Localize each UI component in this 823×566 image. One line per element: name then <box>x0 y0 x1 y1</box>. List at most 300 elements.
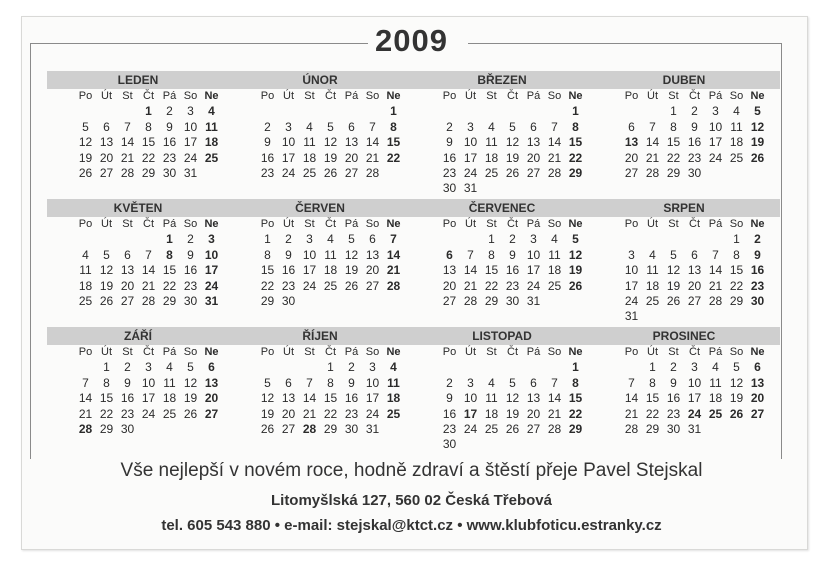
day-number: 13 <box>120 263 135 278</box>
day-number: 29 <box>162 294 177 309</box>
day-number: 12 <box>505 135 520 150</box>
weekday-label: Čt <box>143 346 154 358</box>
day-number: 27 <box>120 294 135 309</box>
month-name: BŘEZEN <box>477 73 527 87</box>
day-number: 19 <box>666 278 681 293</box>
day-number: 8 <box>670 119 677 134</box>
month-4 <box>593 71 775 181</box>
weekday-header <box>75 217 229 232</box>
day-number: 14 <box>547 391 562 406</box>
day-number: 2 <box>670 360 677 375</box>
day-number: 3 <box>369 360 376 375</box>
empty-cell <box>481 360 502 375</box>
month-7 <box>411 199 593 309</box>
weekday-label: Út <box>647 218 658 230</box>
weekday-label: St <box>486 218 497 230</box>
month-name: ZÁŘÍ <box>124 329 152 343</box>
day-number: 17 <box>204 263 219 278</box>
day-number: 8 <box>166 247 173 262</box>
day-number: 12 <box>183 375 198 390</box>
day-number: 24 <box>463 166 478 181</box>
day-number: 8 <box>649 375 656 390</box>
day-number: 10 <box>302 247 317 262</box>
day-number: 7 <box>467 247 474 262</box>
weekday-label: Čt <box>143 90 154 102</box>
day-number: 22 <box>323 406 338 421</box>
weekday-label: Ne <box>386 90 401 102</box>
day-number: 7 <box>390 232 397 247</box>
day-number: 5 <box>348 232 355 247</box>
day-number: 2 <box>264 119 271 134</box>
day-number: 27 <box>281 422 296 437</box>
day-number: 24 <box>526 278 541 293</box>
month-5 <box>47 199 229 309</box>
day-number: 7 <box>649 119 656 134</box>
day-number: 31 <box>365 422 380 437</box>
day-number: 4 <box>712 360 719 375</box>
day-number: 28 <box>547 166 562 181</box>
weekday-label: Ne <box>386 346 401 358</box>
day-number: 4 <box>649 247 656 262</box>
day-number: 21 <box>708 278 723 293</box>
day-number: 30 <box>750 294 765 309</box>
day-number: 20 <box>624 150 639 165</box>
day-number: 24 <box>463 422 478 437</box>
day-number: 25 <box>484 422 499 437</box>
day-number: 29 <box>729 294 744 309</box>
day-number: 6 <box>103 119 110 134</box>
day-number: 5 <box>509 119 516 134</box>
day-number: 13 <box>442 263 457 278</box>
month-11 <box>411 327 593 453</box>
empty-cell <box>621 360 642 375</box>
day-number: 27 <box>99 166 114 181</box>
day-number: 20 <box>750 391 765 406</box>
weekday-label: Po <box>260 346 275 358</box>
days-grid <box>75 360 229 437</box>
day-number: 23 <box>260 166 275 181</box>
day-number: 30 <box>687 166 702 181</box>
day-number: 26 <box>666 294 681 309</box>
weekday-label: Út <box>283 346 294 358</box>
day-number: 22 <box>260 278 275 293</box>
empty-cell <box>96 232 117 247</box>
day-number: 5 <box>670 247 677 262</box>
day-number: 12 <box>505 391 520 406</box>
day-number: 25 <box>204 150 219 165</box>
day-number: 6 <box>754 360 761 375</box>
day-number: 4 <box>551 232 558 247</box>
day-number: 15 <box>645 391 660 406</box>
day-number: 22 <box>666 150 681 165</box>
day-number: 18 <box>645 278 660 293</box>
day-number: 18 <box>323 263 338 278</box>
day-number: 31 <box>624 309 639 324</box>
day-number: 1 <box>572 104 579 119</box>
day-number: 17 <box>708 135 723 150</box>
day-number: 9 <box>348 375 355 390</box>
day-number: 14 <box>463 263 478 278</box>
day-number: 10 <box>463 391 478 406</box>
day-number: 16 <box>120 391 135 406</box>
weekday-label: Čt <box>689 346 700 358</box>
day-number: 5 <box>733 360 740 375</box>
weekday-label: Út <box>283 218 294 230</box>
empty-cell <box>439 360 460 375</box>
day-number: 16 <box>162 135 177 150</box>
day-number: 29 <box>568 166 583 181</box>
day-number: 10 <box>281 135 296 150</box>
month-9 <box>47 327 229 437</box>
day-number: 25 <box>162 406 177 421</box>
day-number: 22 <box>386 150 401 165</box>
days-grid <box>75 104 229 181</box>
day-number: 1 <box>572 360 579 375</box>
day-number: 22 <box>99 406 114 421</box>
day-number: 25 <box>323 278 338 293</box>
day-number: 12 <box>666 263 681 278</box>
day-number: 28 <box>386 278 401 293</box>
day-number: 30 <box>505 294 520 309</box>
weekday-label: Čt <box>507 90 518 102</box>
day-number: 15 <box>141 135 156 150</box>
weekday-label: So <box>365 90 380 102</box>
day-number: 10 <box>141 375 156 390</box>
weekday-label: So <box>183 346 198 358</box>
day-number: 9 <box>187 247 194 262</box>
day-number: 16 <box>666 391 681 406</box>
day-number: 11 <box>303 135 316 150</box>
month-3 <box>411 71 593 197</box>
day-number: 6 <box>285 375 292 390</box>
day-number: 31 <box>687 422 702 437</box>
weekday-label: So <box>729 218 744 230</box>
day-number: 7 <box>124 119 131 134</box>
weekday-label: Pá <box>708 346 723 358</box>
day-number: 21 <box>463 278 478 293</box>
day-number: 3 <box>530 232 537 247</box>
month-10 <box>229 327 411 437</box>
day-number: 18 <box>484 406 499 421</box>
weekday-label: Út <box>283 90 294 102</box>
empty-cell <box>278 360 299 375</box>
weekday-label: Ne <box>204 90 219 102</box>
weekday-label: So <box>729 346 744 358</box>
day-number: 21 <box>302 406 317 421</box>
day-number: 15 <box>162 263 177 278</box>
weekday-label: Po <box>78 346 93 358</box>
days-grid <box>257 104 411 181</box>
day-number: 20 <box>99 150 114 165</box>
weekday-label: Čt <box>143 218 154 230</box>
day-number: 30 <box>666 422 681 437</box>
empty-cell <box>299 104 320 119</box>
day-number: 8 <box>103 375 110 390</box>
day-number: 18 <box>729 135 744 150</box>
day-number: 21 <box>78 406 93 421</box>
day-number: 27 <box>750 406 765 421</box>
weekday-label: Po <box>442 346 457 358</box>
day-number: 3 <box>187 104 194 119</box>
days-grid <box>621 232 775 324</box>
days-grid <box>75 232 229 309</box>
day-number: 25 <box>708 406 723 421</box>
day-number: 8 <box>488 247 495 262</box>
empty-cell <box>341 104 362 119</box>
day-number: 11 <box>163 375 176 390</box>
day-number: 12 <box>568 247 583 262</box>
day-number: 1 <box>733 232 740 247</box>
day-number: 4 <box>166 360 173 375</box>
weekday-label: Út <box>647 90 658 102</box>
day-number: 2 <box>348 360 355 375</box>
month-2 <box>229 71 411 181</box>
year-title: 2009 <box>375 23 448 58</box>
day-number: 5 <box>187 360 194 375</box>
day-number: 26 <box>78 166 93 181</box>
day-number: 27 <box>526 422 541 437</box>
empty-cell <box>684 232 705 247</box>
weekday-label: Pá <box>526 346 541 358</box>
empty-cell <box>75 360 96 375</box>
day-number: 21 <box>624 406 639 421</box>
day-number: 5 <box>509 375 516 390</box>
day-number: 26 <box>505 166 520 181</box>
day-number: 6 <box>691 247 698 262</box>
day-number: 9 <box>509 247 516 262</box>
day-number: 24 <box>365 406 380 421</box>
weekday-label: St <box>122 218 133 230</box>
day-number: 24 <box>624 294 639 309</box>
days-grid <box>257 232 411 309</box>
day-number: 2 <box>285 232 292 247</box>
day-number: 27 <box>365 278 380 293</box>
month-name: LEDEN <box>117 73 159 87</box>
month-name: ČERVEN <box>295 201 345 215</box>
day-number: 23 <box>281 278 296 293</box>
weekday-label: So <box>547 218 562 230</box>
day-number: 1 <box>145 104 152 119</box>
day-number: 25 <box>645 294 660 309</box>
empty-cell <box>544 104 565 119</box>
empty-cell <box>257 360 278 375</box>
day-number: 21 <box>141 278 156 293</box>
month-8 <box>593 199 775 325</box>
day-number: 15 <box>666 135 681 150</box>
day-number: 17 <box>281 150 296 165</box>
day-number: 31 <box>204 294 219 309</box>
weekday-label: Ne <box>204 218 219 230</box>
day-number: 6 <box>530 119 537 134</box>
day-number: 17 <box>687 391 702 406</box>
day-number: 10 <box>204 247 219 262</box>
weekday-label: Ne <box>750 218 765 230</box>
weekday-label: St <box>304 90 315 102</box>
days-grid <box>257 360 411 437</box>
empty-cell <box>117 232 138 247</box>
day-number: 27 <box>204 406 219 421</box>
day-number: 11 <box>79 263 92 278</box>
day-number: 15 <box>260 263 275 278</box>
weekday-label: Pá <box>344 218 359 230</box>
day-number: 20 <box>442 278 457 293</box>
weekday-label: Pá <box>526 218 541 230</box>
day-number: 7 <box>551 375 558 390</box>
day-number: 15 <box>568 135 583 150</box>
empty-cell <box>117 104 138 119</box>
day-number: 13 <box>526 135 541 150</box>
day-number: 22 <box>645 406 660 421</box>
day-number: 16 <box>442 406 457 421</box>
weekday-label: So <box>547 90 562 102</box>
day-number: 13 <box>687 263 702 278</box>
weekday-label: Čt <box>325 90 336 102</box>
day-number: 2 <box>509 232 516 247</box>
day-number: 26 <box>323 166 338 181</box>
day-number: 8 <box>145 119 152 134</box>
day-number: 10 <box>624 263 639 278</box>
day-number: 28 <box>547 422 562 437</box>
day-number: 28 <box>302 422 317 437</box>
empty-cell <box>544 360 565 375</box>
weekday-label: Ne <box>386 218 401 230</box>
empty-cell <box>460 232 481 247</box>
month-name: ČERVENEC <box>468 201 536 215</box>
day-number: 22 <box>141 150 156 165</box>
days-grid <box>439 360 593 452</box>
day-number: 24 <box>708 150 723 165</box>
day-number: 13 <box>624 135 639 150</box>
day-number: 13 <box>526 391 541 406</box>
weekday-label: Pá <box>162 346 177 358</box>
day-number: 25 <box>729 150 744 165</box>
day-number: 19 <box>78 150 93 165</box>
day-number: 18 <box>484 150 499 165</box>
weekday-label: Pá <box>344 90 359 102</box>
day-number: 23 <box>505 278 520 293</box>
day-number: 24 <box>204 278 219 293</box>
days-grid <box>439 104 593 196</box>
weekday-label: Út <box>465 346 476 358</box>
weekday-label: So <box>547 346 562 358</box>
day-number: 9 <box>285 247 292 262</box>
day-number: 19 <box>260 406 275 421</box>
weekday-label: Ne <box>568 346 583 358</box>
day-number: 6 <box>124 247 131 262</box>
day-number: 6 <box>628 119 635 134</box>
day-number: 15 <box>386 135 401 150</box>
day-number: 3 <box>467 375 474 390</box>
day-number: 24 <box>141 406 156 421</box>
day-number: 14 <box>708 263 723 278</box>
day-number: 18 <box>708 391 723 406</box>
day-number: 9 <box>124 375 131 390</box>
day-number: 1 <box>670 104 677 119</box>
day-number: 29 <box>666 166 681 181</box>
day-number: 19 <box>183 391 198 406</box>
day-number: 28 <box>365 166 380 181</box>
day-number: 11 <box>646 263 659 278</box>
address-text: Litomyšlská 127, 560 02 Česká Třebová <box>270 492 552 509</box>
day-number: 9 <box>670 375 677 390</box>
empty-cell <box>439 104 460 119</box>
weekday-label: Čt <box>507 218 518 230</box>
weekday-label: Čt <box>689 90 700 102</box>
empty-cell <box>257 104 278 119</box>
weekday-header <box>439 89 593 104</box>
weekday-label: Pá <box>708 218 723 230</box>
day-number: 13 <box>281 391 296 406</box>
day-number: 25 <box>78 294 93 309</box>
month-1 <box>47 71 229 181</box>
month-name: SRPEN <box>663 201 705 215</box>
day-number: 10 <box>463 135 478 150</box>
weekday-label: Út <box>465 218 476 230</box>
day-number: 10 <box>687 375 702 390</box>
day-number: 16 <box>687 135 702 150</box>
day-number: 11 <box>485 391 498 406</box>
day-number: 19 <box>323 150 338 165</box>
day-number: 14 <box>141 263 156 278</box>
day-number: 13 <box>99 135 114 150</box>
empty-cell <box>278 104 299 119</box>
day-number: 31 <box>463 181 478 196</box>
weekday-label: St <box>304 346 315 358</box>
day-number: 27 <box>624 166 639 181</box>
day-number: 7 <box>628 375 635 390</box>
day-number: 14 <box>365 135 380 150</box>
days-grid <box>439 232 593 309</box>
day-number: 27 <box>442 294 457 309</box>
day-number: 14 <box>78 391 93 406</box>
day-number: 26 <box>568 278 583 293</box>
day-number: 19 <box>344 263 359 278</box>
day-number: 20 <box>526 406 541 421</box>
day-number: 18 <box>547 263 562 278</box>
day-number: 26 <box>344 278 359 293</box>
day-number: 17 <box>302 263 317 278</box>
day-number: 21 <box>386 263 401 278</box>
day-number: 23 <box>344 406 359 421</box>
day-number: 6 <box>446 247 453 262</box>
day-number: 16 <box>442 150 457 165</box>
day-number: 6 <box>208 360 215 375</box>
weekday-label: Pá <box>708 90 723 102</box>
weekday-label: Ne <box>568 218 583 230</box>
day-number: 2 <box>187 232 194 247</box>
day-number: 23 <box>666 406 681 421</box>
day-number: 14 <box>386 247 401 262</box>
day-number: 7 <box>145 247 152 262</box>
weekday-label: St <box>668 90 679 102</box>
day-number: 16 <box>260 150 275 165</box>
weekday-label: Ne <box>204 346 219 358</box>
day-number: 18 <box>162 391 177 406</box>
day-number: 7 <box>82 375 89 390</box>
weekday-label: St <box>668 346 679 358</box>
day-number: 17 <box>365 391 380 406</box>
empty-cell <box>621 232 642 247</box>
empty-cell <box>642 232 663 247</box>
weekday-header <box>621 217 775 232</box>
weekday-label: So <box>183 218 198 230</box>
weekday-header <box>257 89 411 104</box>
day-number: 5 <box>754 104 761 119</box>
day-number: 4 <box>327 232 334 247</box>
day-number: 13 <box>344 135 359 150</box>
day-number: 28 <box>463 294 478 309</box>
day-number: 22 <box>568 406 583 421</box>
